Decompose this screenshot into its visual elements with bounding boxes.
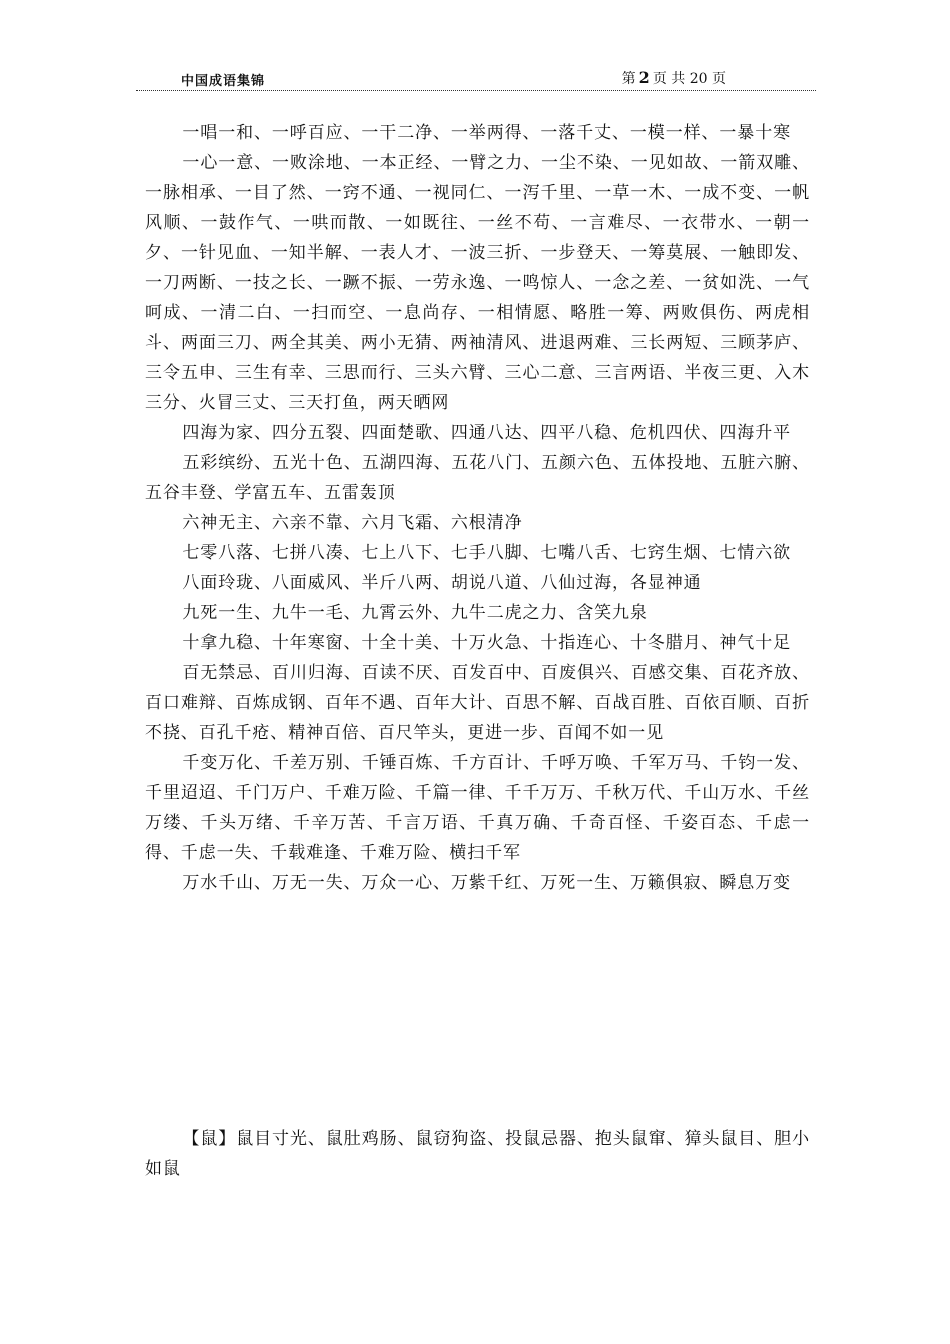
rat-section — [145, 1124, 810, 1184]
paragraph-one: 一唱一和、一呼百应、一干二净、一举两得、一落千丈、一模一样、一暴十寒 — [182, 123, 791, 143]
rat-section-text: 鼠目寸光、鼠肚鸡肠、鼠窃狗盗、投鼠忌器、抱头鼠窜、獐头鼠目、胆小如鼠 — [145, 1129, 810, 1179]
paragraph-seven: 七零八落、七拼八凑、七上八下、七手八脚、七嘴八舌、七窍生烟、七情六欲 — [182, 543, 791, 563]
paragraph-ten: 十拿九稳、十年寒窗、十全十美、十万火急、十指连心、十冬腊月、神气十足 — [182, 633, 791, 653]
paragraph-four: 四海为家、四分五裂、四面楚歌、四通八达、四平八稳、危机四伏、四海升平 — [182, 423, 791, 443]
total-pages: 20 — [689, 71, 708, 87]
paragraph-nine: 九死一生、九牛一毛、九霄云外、九牛二虎之力、含笑九泉 — [182, 603, 648, 623]
paragraph-six: 六神无主、六亲不靠、六月飞霜、六根清净 — [182, 513, 523, 533]
page-prefix: 第 — [621, 71, 636, 87]
paragraph-five: 五彩缤纷、五光十色、五湖四海、五花八门、五颜六色、五体投地、五脏六腑、五谷丰登、学富五车、五雷轰顶 — [145, 453, 810, 503]
page-suffix: 页 — [712, 71, 726, 87]
header-title: 中国成语集锦 — [181, 74, 266, 89]
page-indicator — [622, 68, 726, 88]
paragraph-eight: 八面玲珑、八面威风、半斤八两、胡说八道、八仙过海，各显神通 — [182, 573, 702, 593]
paragraph-ten-thousand: 万水千山、万无一失、万众一心、万紫千红、万死一生、万籁俱寂、瞬息万变 — [182, 873, 791, 893]
paragraph-one-two-three: 一心一意、一败涂地、一本正经、一臂之力、一尘不染、一见如故、一箭双雕、一脉相承、一目了然、一窍不通、一视同仁、一泻千里、一草一木、一成不变、一帆风顺、一鼓作气、一哄而散、一如既往、一丝不苟、一言难尽、一衣带水、一朝一夕、一针见血、一知半解、一表人才、一波三折、一步登天、一筹莫展、一触即发、一刀两断、一技之长、一蹶不振、一劳永逸、一鸣惊人、一念之差、一贫如洗、一气呵成、一清二白、一扫而空、一息尚存、一相情愿、略胜一筹、两败俱伤、两虎相斗、两面三刀、两全其美、两小无猜、两袖清风、进退两难、三长两短、三顾茅庐、三令五申、三生有幸、三思而行、三头六臂、三心二意、三言两语、半夜三更、入木三分、火冒三丈、三天打鱼，两天晒网 — [145, 153, 810, 413]
idiom-list — [145, 118, 810, 898]
page-header — [136, 68, 816, 91]
page-number: 2 — [638, 68, 650, 87]
rat-section-label: 【鼠】 — [182, 1129, 237, 1149]
paragraph-hundred: 百无禁忌、百川归海、百读不厌、百发百中、百废俱兴、百感交集、百花齐放、百口难辩、百炼成钢、百年不遇、百年大计、百思不解、百战百胜、百依百顺、百折不挠、百孔千疮、精神百倍、百尺竿头，更进一步、百闻不如一见 — [145, 663, 810, 743]
paragraph-thousand: 千变万化、千差万别、千锤百炼、千方百计、千呼万唤、千军万马、千钧一发、千里迢迢、千门万户、千难万险、千篇一律、千千万万、千秋万代、千山万水、千丝万缕、千头万绪、千辛万苦、千言万语、千真万确、千奇百怪、千姿百态、千虑一得、千虑一失、千载难逢、千难万险、横扫千军 — [145, 753, 810, 863]
page-middle: 页 共 — [652, 71, 686, 87]
